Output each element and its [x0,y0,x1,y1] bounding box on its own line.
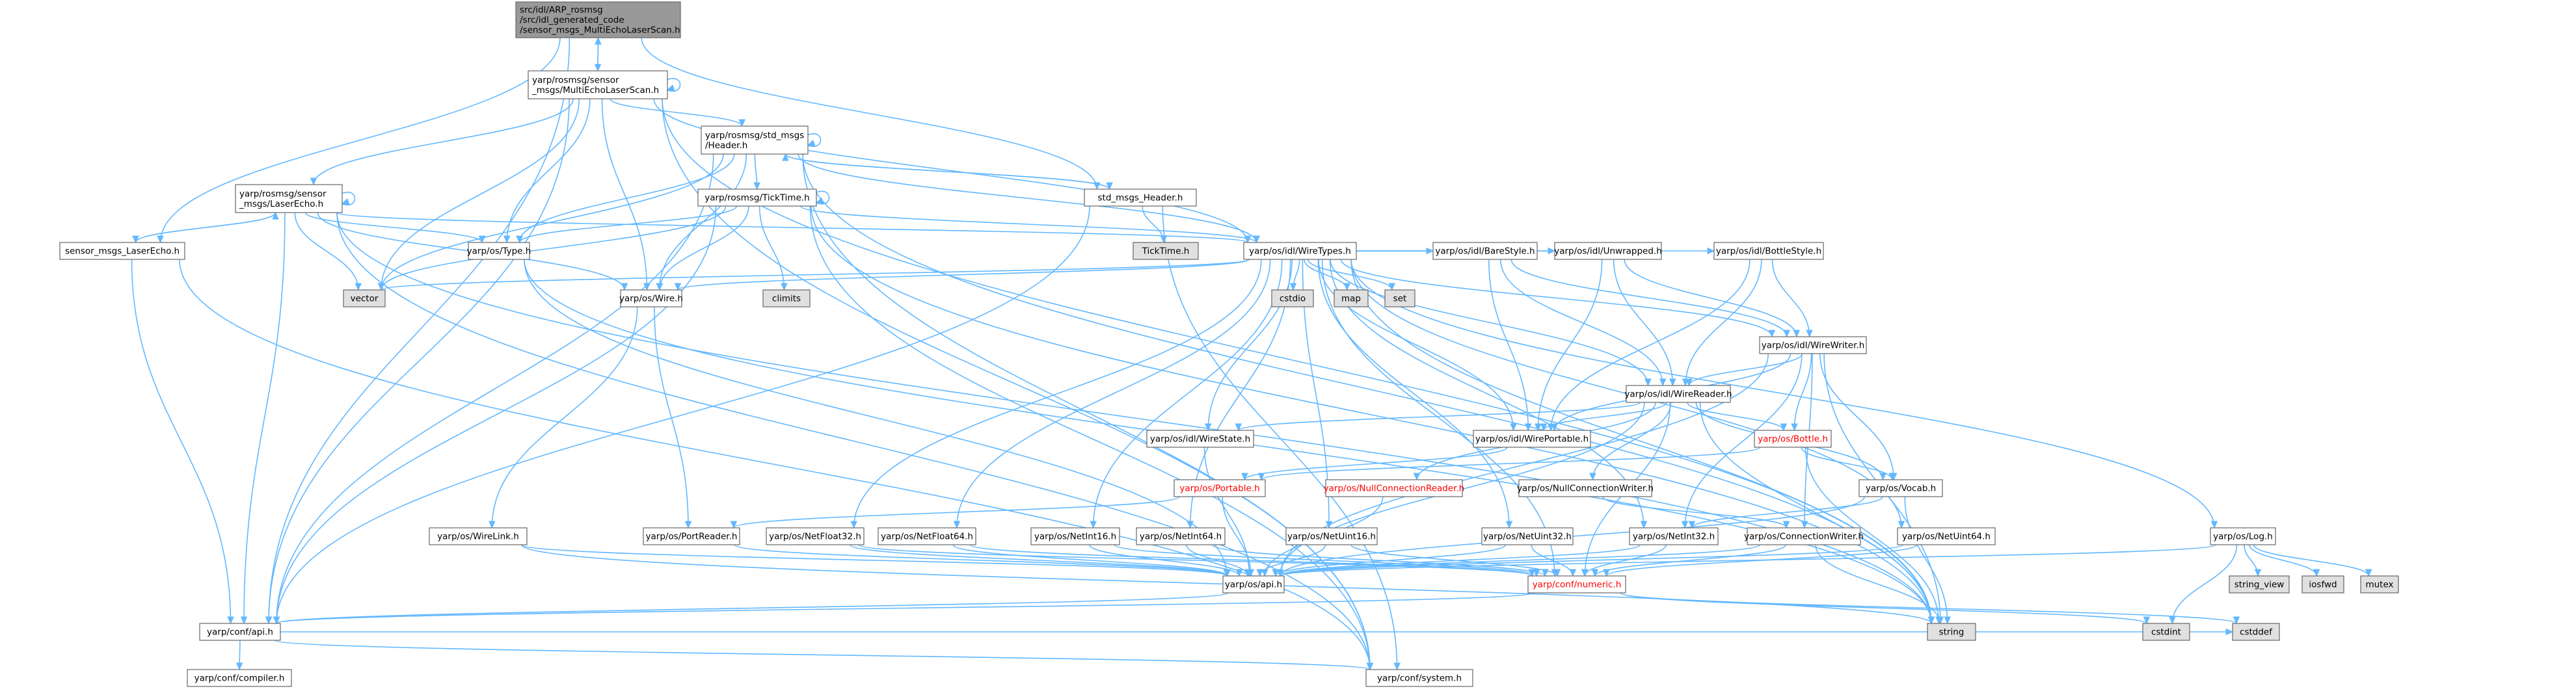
node-label: climits [771,293,801,304]
edge-line [306,213,482,242]
edge-bs-to-ww [1772,259,1812,337]
node-label: yarp/os/Bottle.h [1758,434,1828,445]
edge-arrowhead [1670,379,1676,385]
edge-arrowhead [781,283,787,290]
graph-node-map[interactable] [1334,290,1368,307]
graph-node-vocab[interactable] [1859,480,1942,497]
edge-log-to-cstdint [2169,545,2237,623]
edge-ni16-to-api [1090,545,1242,576]
graph-node-vector[interactable] [343,290,385,307]
edge-arrowhead [355,283,361,290]
node-label: yarp/os/ConnectionWriter.h [1744,531,1864,542]
edge-arrowhead [686,521,691,528]
graph-node-ni64[interactable] [1136,528,1225,545]
edge-wire-to-wl [489,307,637,528]
node-label: yarp/os/Vocab.h [1865,483,1937,494]
edge-line [1501,259,1663,385]
edge-line [276,593,1228,623]
edge-line [135,213,275,242]
edge-arrowhead [504,236,510,242]
edge-le-to-le [342,192,355,205]
node-label: yarp/os/NullConnectionReader.h [1323,483,1465,494]
edge-line [275,640,1370,670]
edge-line [678,259,1249,290]
edge-arrowhead [1784,521,1790,528]
node-label: yarp/conf/numeric.h [1532,579,1622,590]
node-label: string_view [2234,579,2285,590]
edge-line [492,307,637,528]
edge-wt-to-wire [675,259,1250,290]
graph-node-nf64[interactable] [878,528,976,545]
node-label: yarp/os/NetInt16.h [1034,531,1117,542]
graph-node-bottle[interactable] [1754,430,1831,447]
edge-arrowhead [1290,283,1296,290]
graph-node-system[interactable] [1366,670,1473,686]
edge-line [1304,259,1347,290]
node-label: yarp/conf/system.h [1376,673,1462,684]
graph-node-cstdint[interactable] [2143,623,2190,640]
node-label: yarp/rosmsg/sensor [239,189,327,200]
edge-arrowhead [1259,473,1265,480]
edge-arrowhead [2255,569,2261,576]
edge-tt-to-type [517,206,736,242]
edge-arrowhead [1205,424,1211,430]
edge-line [1239,402,1640,430]
edge-arrowhead [1414,473,1419,480]
edge-arrowhead [675,283,681,290]
graph-node-wire[interactable] [619,290,683,307]
edge-arrowhead [2169,617,2175,623]
edge-arrowhead [1784,330,1790,337]
edge-arrowhead [1899,521,1905,528]
node-label: TickTime.h [1142,246,1190,257]
node-label: yarp/os/idl/WirePortable.h [1475,434,1589,445]
node-label: yarp/rosmsg/TickTime.h [704,192,810,203]
edge-arrowhead [808,140,815,146]
edge-arrowhead [273,213,278,219]
node-label: yarp/os/NetFloat64.h [881,531,973,542]
edge-arrowhead [1507,521,1512,528]
edge-wt-to-wr [1330,259,1651,385]
edge-tt-to-tt [816,191,829,204]
edge-line [161,38,560,242]
graph-node-bs[interactable] [1714,242,1823,259]
graph-node-capi[interactable] [200,623,280,640]
graph-node-ni16[interactable] [1031,528,1120,545]
node-label: map [1341,293,1361,304]
edge-arrowhead [237,663,243,670]
edge-arrowhead [1944,617,1950,623]
edge-bare-to-wr [1501,259,1666,385]
edge-arrowhead [1394,663,1400,670]
edge-arrowhead [657,283,663,290]
edge-arrowhead [754,183,760,189]
node-label: yarp/conf/api.h [207,627,273,638]
edge-arrowhead [1592,569,1598,576]
edge-hdr-to-tt [754,154,760,189]
edge-tt-to-system [810,206,1373,670]
node-label: yarp/conf/compiler.h [194,673,285,684]
node-label: cstddef [2240,627,2272,638]
graph-node-mels[interactable] [528,71,667,99]
edge-api-to-capi [273,593,1228,623]
edge-arrowhead [851,521,857,528]
node-label: set [1393,293,1407,304]
edge-arrowhead [2212,521,2218,528]
edge-numeric-to-cstdint [1620,593,2150,623]
edge-arrowhead [517,236,522,242]
edge-line [276,206,1090,623]
graph-node-wl[interactable] [429,528,527,545]
graph-node-tt[interactable] [698,189,816,206]
edge-arrowhead [2314,569,2320,576]
graph-node-unw[interactable] [1554,242,1662,259]
graph-node-bare[interactable] [1433,242,1537,259]
node-label: yarp/os/idl/WireState.h [1149,434,1251,445]
edge-mels-to-le [310,99,573,185]
graph-node-sle[interactable] [60,242,185,259]
edge-arrowhead [1660,379,1666,385]
edge-arrowhead [1235,424,1241,430]
edge-line [1544,402,1667,430]
graph-node-tick[interactable] [1133,242,1198,259]
node-label: yarp/os/idl/BottleStyle.h [1715,246,1822,257]
edge-arrowhead [1242,473,1248,480]
node-label: yarp/os/Portable.h [1179,483,1260,494]
node-label: yarp/os/NetUint32.h [1483,531,1572,542]
node-label: yarp/os/NetInt64.h [1139,531,1222,542]
edge-line [602,99,647,290]
edge-arrowhead [1257,569,1263,576]
node-label: yarp/os/idl/Unwrapped.h [1554,246,1662,257]
edge-line [1351,259,2214,528]
node-label: /Header.h [705,140,748,151]
graph-node-cw[interactable] [1744,528,1864,545]
edge-line [1772,259,1809,337]
edge-line [2254,545,2368,576]
graph-node-portable[interactable] [1174,480,1265,497]
edge-line [1794,354,1811,430]
node-label: yarp/os/idl/WireWriter.h [1761,340,1865,351]
edge-arrowhead [1793,330,1799,337]
edge-arrowhead [489,521,495,528]
edge-ncw-to-cw [1603,497,1790,528]
edge-wt-to-log [1351,259,2218,528]
graph-node-sv[interactable] [2229,576,2289,593]
graph-node-cstddef[interactable] [2233,623,2279,640]
edge-line [276,206,716,623]
graph-node-numeric[interactable] [1528,576,1626,593]
graph-node-string[interactable] [1927,623,1976,640]
edge-line [381,154,723,290]
node-label: yarp/os/api.h [1224,579,1283,590]
edge-wr-to-ncw [1590,402,1671,480]
edge-tt-to-climits [760,206,787,290]
edge-le-to-vector [295,213,361,290]
edge-mels-to-hdr [610,99,745,126]
edge-arrowhead [1590,473,1596,480]
node-label: /sensor_msgs_MultiEchoLaserScan.h [520,25,680,36]
edge-bottle-to-portable [1259,447,1760,480]
graph-node-wr[interactable] [1624,385,1732,402]
edge-arrowhead [2144,617,2150,623]
edge-unw-to-wp [1535,259,1602,430]
edge-wr-to-ws [1235,402,1640,430]
node-label: mutex [2365,579,2394,590]
graph-node-root[interactable] [516,2,680,38]
node-label: yarp/os/idl/BareStyle.h [1435,246,1535,257]
graph-node-wt[interactable] [1244,242,1356,259]
edge-arrowhead [731,521,736,528]
edge-line [381,259,1249,290]
graph-node-mutex[interactable] [2361,576,2398,593]
graph-node-api[interactable] [1223,576,1284,593]
edge-arrowhead [1929,617,1935,623]
edge-hdr-to-hdr [808,134,821,147]
node-label: _msgs/MultiEchoLaserScan.h [532,85,660,96]
graph-node-compiler[interactable] [187,670,291,686]
node-label: yarp/os/idl/WireTypes.h [1249,246,1351,257]
edge-pr-to-api [734,545,1230,576]
edge-line [734,545,1227,576]
node-label: yarp/os/Wire.h [619,293,683,304]
edge-line [507,99,590,242]
graph-node-cstdio[interactable] [1272,290,1313,307]
graph-node-nu64[interactable] [1898,528,1995,545]
edge-line [760,206,785,290]
node-label: _msgs/LaserEcho.h [239,198,324,209]
node-label: yarp/os/idl/WireReader.h [1624,389,1732,400]
graph-node-le[interactable] [235,185,342,213]
graph-node-ni32[interactable] [1630,528,1718,545]
edge-log-to-mutex [2254,545,2372,576]
edge-wt-to-string [1351,259,1935,623]
node-label: vector [350,293,379,304]
edge-arrowhead [2226,629,2233,635]
graph-node-pr[interactable] [643,528,740,545]
node-label: sensor_msgs_LaserEcho.h [64,246,180,257]
edge-arrowhead [1708,248,1714,254]
edge-le-to-type [306,213,485,242]
graph-node-ncw[interactable] [1517,480,1654,497]
edge-capi-to-compiler [237,640,243,670]
edge-le-to-capi [241,213,286,623]
edge-arrowhead [667,85,675,90]
graph-node-climits[interactable] [763,290,810,307]
edge-tt-to-capi [274,206,716,623]
edge-arrowhead [479,236,485,242]
edge-wr-to-wp [1541,402,1667,430]
edge-arrowhead [310,178,316,185]
edge-nf32-to-api [850,545,1230,576]
edge-layer [131,38,2371,670]
node-label: yarp/os/NetUint64.h [1902,531,1991,542]
graph-node-nf32[interactable] [766,528,864,545]
node-label: iosfwd [2309,579,2337,590]
edge-arrowhead [1880,473,1886,480]
edge-arrowhead [266,617,272,623]
node-label: yarp/os/Type.h [466,246,531,257]
edge-arrowhead [157,236,163,242]
graph-node-nu32[interactable] [1482,528,1573,545]
graph-node-ww[interactable] [1760,337,1866,354]
node-label: yarp/os/PortReader.h [645,531,738,542]
edge-line [1603,497,1786,528]
node-label: yarp/rosmsg/std_msgs [705,130,805,141]
edge-mels-to-type [504,99,590,242]
edge-line [2172,545,2236,623]
edge-line [131,259,230,623]
edge-arrowhead [1090,521,1096,528]
edge-arrowhead [1262,569,1268,576]
edge-line [803,154,1370,670]
graph-node-set[interactable] [1385,290,1415,307]
edge-arrowhead [622,283,628,290]
edge-line [1592,402,1670,480]
graph-node-type[interactable] [467,242,531,259]
graph-node-nu16[interactable] [1286,528,1377,545]
edge-line [654,307,688,528]
edge-sle-to-le [135,213,278,242]
edge-arrowhead [1802,521,1808,528]
edge-mels-to-vector [379,99,580,290]
node-label: yarp/os/WireLink.h [437,531,519,542]
edge-line [314,99,573,185]
edge-arrowhead [1641,521,1647,528]
edge-arrowhead [1510,424,1516,430]
edge-arrowhead [1769,330,1775,337]
edge-arrowhead [1344,283,1350,290]
edge-line [1685,259,1762,385]
graph-node-hdr[interactable] [701,126,808,154]
node-label: yarp/os/NetFloat32.h [769,531,861,542]
edge-root-to-sle [157,38,560,242]
graph-node-stdh[interactable] [1084,189,1196,206]
edge-arrowhead [342,199,349,204]
edge-arrowhead [1645,379,1651,385]
edge-hdr-to-vector [379,154,724,290]
node-label: string [1939,627,1965,638]
edge-line [1280,545,2216,576]
node-label: yarp/os/NullConnectionWriter.h [1516,483,1654,494]
edge-line [1820,354,1894,480]
edge-arrowhead [1791,424,1797,430]
edge-arrowhead [783,154,788,161]
edge-line [810,206,1370,670]
edge-mels-to-mels [667,79,680,92]
edge-arrowhead [2234,617,2240,623]
edge-arrowhead [1806,330,1812,337]
edge-arrowhead [241,617,247,623]
edge-capi-to-system [275,640,1373,670]
edge-log-to-api [1278,545,2216,576]
node-label: yarp/rosmsg/sensor [532,75,619,86]
node-label: std_msgs_Header.h [1097,192,1183,203]
edge-line [244,213,285,623]
graph-node-iosfwd[interactable] [2302,576,2344,593]
node-label: src/idl/ARP_rosmsg [520,5,603,16]
edge-line [295,213,358,290]
edge-line [1489,259,1528,430]
edge-arrowhead [595,38,601,44]
edge-arrowhead [739,120,745,126]
graph-node-wp[interactable] [1473,430,1590,447]
graph-node-log[interactable] [2210,528,2275,545]
node-layer [60,2,2398,686]
edge-numeric-to-capi [273,593,1533,623]
node-label: /src/idl_generated_code [520,15,624,25]
node-label: yarp/os/NetInt32.h [1632,531,1715,542]
edge-line [610,99,742,126]
edge-ww-to-wr [1686,354,1802,385]
edge-arrowhead [1254,236,1259,242]
edge-line [1222,497,1251,576]
edge-line [1308,259,1392,290]
edge-arrowhead [1161,236,1166,242]
node-label: yarp/os/Log.h [2213,531,2273,542]
edge-line [1620,593,2147,623]
edge-arrowhead [228,617,234,623]
node-label: cstdint [2151,627,2181,638]
edge-arrowhead [954,521,959,528]
node-label: yarp/os/NetUint16.h [1287,531,1376,542]
graph-node-ws[interactable] [1147,430,1254,447]
edge-arrowhead [1570,569,1576,576]
graph-node-ncr[interactable] [1324,480,1465,497]
node-label: cstdio [1279,293,1306,304]
edge-line [1620,593,2236,623]
